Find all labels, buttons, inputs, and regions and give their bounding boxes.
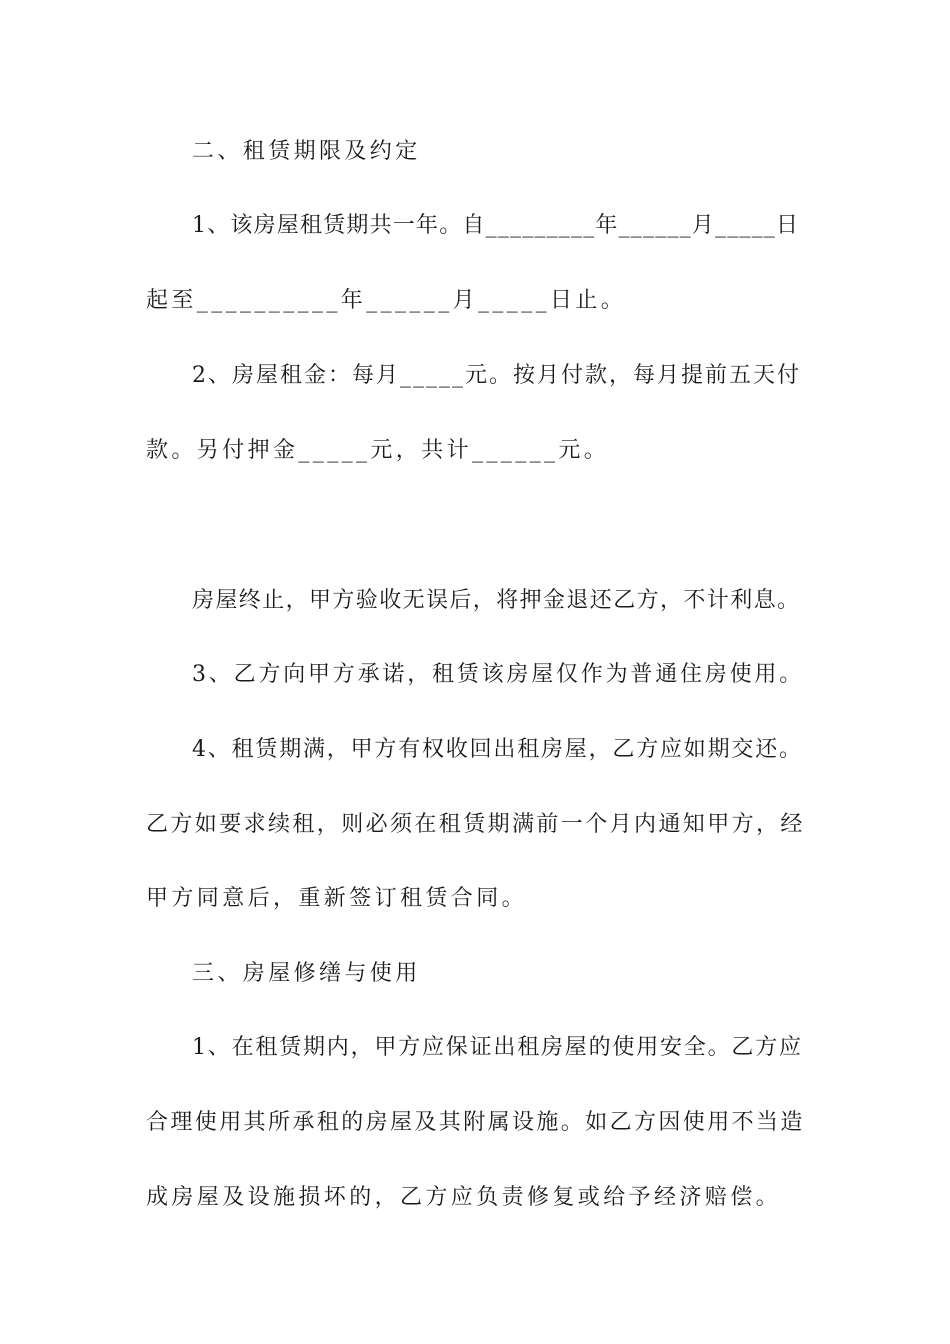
paragraph-line: 房屋终止，甲方验收无误后，将押金退还乙方，不计利息。	[192, 588, 801, 613]
paragraph-line: 合理使用其所承租的房屋及其附属设施。如乙方因使用不当造	[146, 1110, 805, 1135]
paragraph-line: 成房屋及设施损坏的，乙方应负责修复或给予经济赔偿。	[146, 1185, 782, 1210]
paragraph-line: 2、房屋租金：每月_____元。按月付款，每月提前五天付	[192, 363, 801, 388]
paragraph-line: 4、租赁期满，甲方有权收回出租房屋，乙方应如期交还。	[192, 737, 803, 762]
paragraph-line: 起至__________年______月_____日止。	[146, 288, 627, 313]
paragraph-line: 1、该房屋租赁期共一年。自_________年______月_____日	[192, 213, 800, 238]
paragraph-line: 款。另付押金_____元，共计______元。	[146, 438, 610, 463]
paragraph-line: 甲方同意后，重新签订租赁合同。	[146, 886, 528, 911]
paragraph-line: 3、乙方向甲方承诺，租赁该房屋仅作为普通住房使用。	[192, 662, 804, 687]
section-heading-repair-use: 三、房屋修缮与使用	[192, 961, 421, 986]
section-heading-lease-term: 二、租赁期限及约定	[192, 139, 421, 164]
paragraph-line: 乙方如要求续租，则必须在租赁期满前一个月内通知甲方，经	[146, 812, 805, 837]
paragraph-line: 1、在租赁期内，甲方应保证出租房屋的使用安全。乙方应	[192, 1035, 803, 1060]
